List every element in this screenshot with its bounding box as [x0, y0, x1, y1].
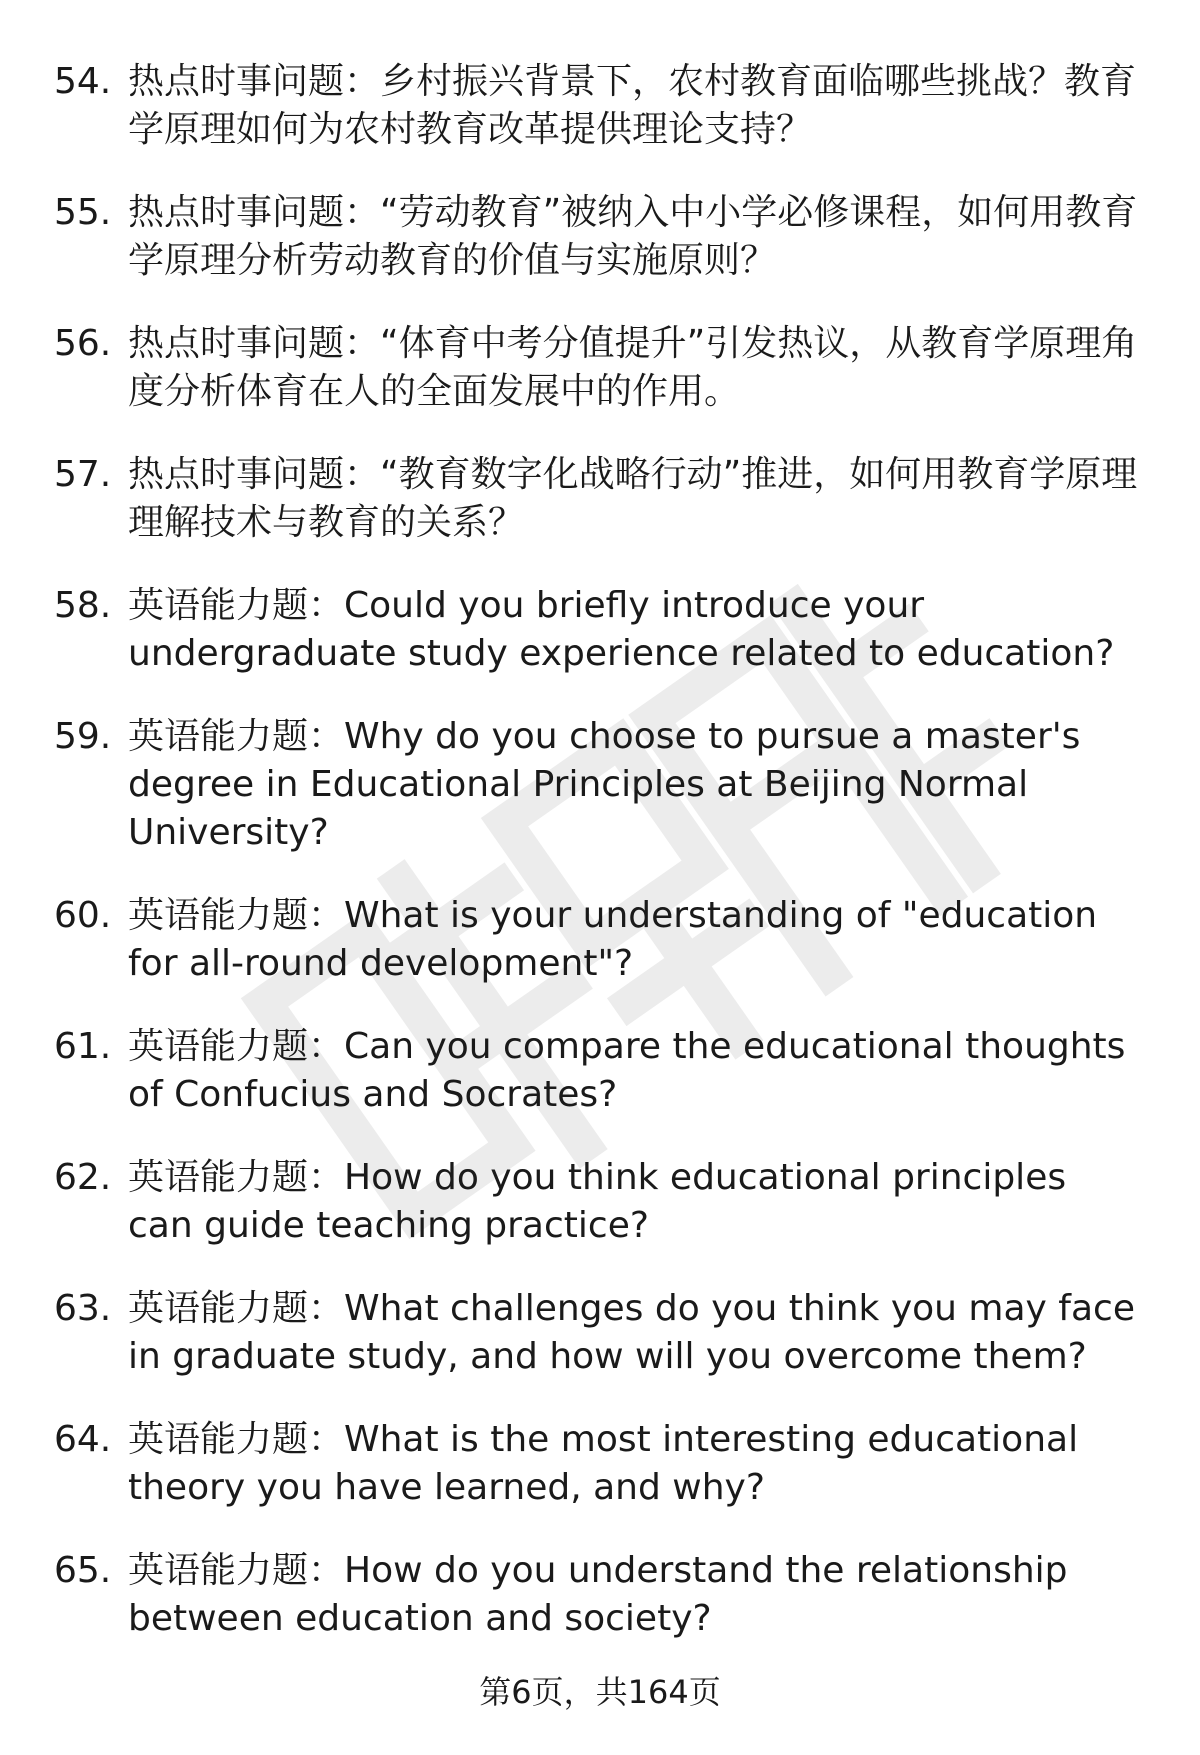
question-number: 65.: [54, 1550, 112, 1591]
question-text: 英语能力题：Could you briefly introduce your undergraduate study experience related to education?: [128, 585, 1115, 674]
question-text: 热点时事问题：乡村振兴背景下，农村教育面临哪些挑战？教育学原理如何为农村教育改革提供理论支持？: [128, 61, 1137, 150]
question-number: 60.: [54, 895, 112, 936]
question-number: 61.: [54, 1026, 112, 1067]
list-item: [0, 1285, 1200, 1381]
list-item: [0, 189, 1200, 285]
list-item: [0, 1154, 1200, 1250]
question-text: 英语能力题：How do you think educational principles can guide teaching practice?: [128, 1157, 1067, 1246]
question-text: 热点时事问题：“体育中考分值提升”引发热议，从教育学原理角度分析体育在人的全面发展中的作用。: [128, 323, 1138, 412]
question-number: 57.: [54, 454, 112, 495]
list-item: [0, 892, 1200, 988]
question-text: 英语能力题：Why do you choose to pursue a master's degree in Educational Principles at Beijing Normal University?: [128, 716, 1081, 853]
list-item: [0, 1023, 1200, 1119]
list-item: [0, 451, 1200, 547]
question-number: 54.: [54, 61, 112, 102]
question-number: 62.: [54, 1157, 112, 1198]
question-text: 英语能力题：Can you compare the educational thoughts of Confucius and Socrates?: [128, 1026, 1126, 1115]
page-number: 第6页，共164页: [479, 1673, 721, 1711]
question-text: 热点时事问题：“劳动教育”被纳入中小学必修课程，如何用教育学原理分析劳动教育的价值与实施原则？: [128, 192, 1138, 281]
list-item: [0, 1547, 1200, 1643]
question-text: 英语能力题：How do you understand the relationship between education and society?: [128, 1550, 1068, 1639]
list-item: [0, 582, 1200, 678]
question-number: 58.: [54, 585, 112, 626]
question-number: 56.: [54, 323, 112, 364]
question-number: 55.: [54, 192, 112, 233]
question-text: 英语能力题：What is the most interesting educational theory you have learned, and why?: [128, 1419, 1079, 1508]
question-number: 63.: [54, 1288, 112, 1329]
list-item: [0, 713, 1200, 857]
list-item: [0, 1416, 1200, 1512]
question-list: [0, 58, 1200, 1678]
question-text: 英语能力题：What is your understanding of "education for all-round development"?: [128, 895, 1098, 984]
list-item: [0, 320, 1200, 416]
question-text: 热点时事问题：“教育数字化战略行动”推进，如何用教育学原理理解技术与教育的关系？: [128, 454, 1138, 543]
question-text: 英语能力题：What challenges do you think you may face in graduate study, and how will you overcome them?: [128, 1288, 1135, 1377]
question-number: 59.: [54, 716, 112, 757]
question-number: 64.: [54, 1419, 112, 1460]
list-item: [0, 58, 1200, 154]
